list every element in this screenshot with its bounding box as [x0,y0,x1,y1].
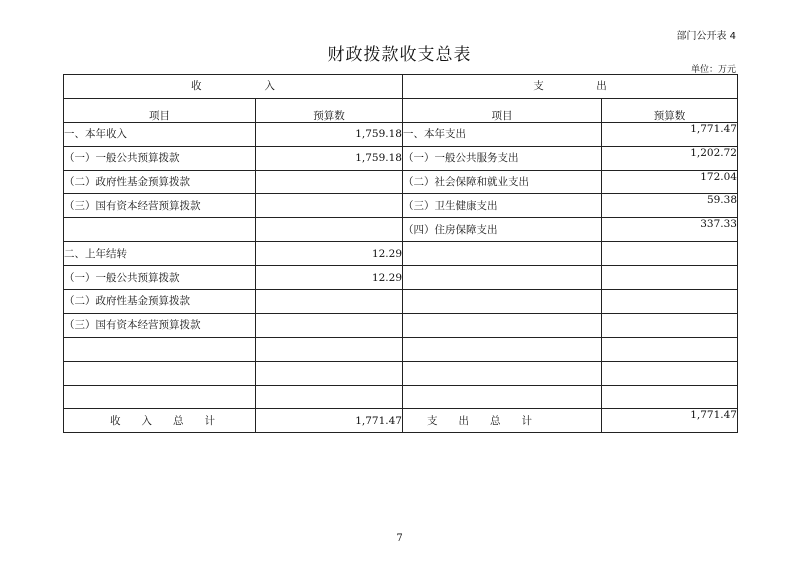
table-number-label: 部门公开表 4 [676,31,736,42]
budget-table [63,74,738,433]
expense-value-cell: 172.04 [602,170,738,194]
income-item-cell: （三）国有资本经营预算拨款 [64,194,256,218]
expense-value-cell: 1,771.47 [602,122,738,146]
group-header-row [64,75,738,99]
income-item-cell [64,385,256,409]
expense-value-cell: 1,202.72 [602,146,738,170]
expense-item-cell: （二）社会保障和就业支出 [403,170,602,194]
income-budget-header: 预算数 [256,98,403,122]
expense-item-header: 项目 [403,98,602,122]
income-item-cell: 一、本年收入 [64,122,256,146]
income-item-cell: 二、上年结转 [64,242,256,266]
table-row [64,218,738,242]
table-row [64,361,738,385]
income-total-value: 1,771.47 [256,409,403,433]
income-value-cell [256,337,403,361]
expense-item-cell [403,242,602,266]
table-row [64,266,738,290]
income-value-cell: 1,759.18 [256,146,403,170]
page-title: 财政拨款收支总表 [327,45,472,65]
expense-item-cell [403,337,602,361]
expense-total-label: 支 出 总 计 [403,409,602,433]
expense-value-cell [602,242,738,266]
table-row [64,290,738,314]
income-value-cell [256,170,403,194]
income-item-cell: （二）政府性基金预算拨款 [64,170,256,194]
totals-row [64,409,738,433]
expense-total-value: 1,771.47 [602,409,738,433]
expense-item-cell: 一、本年支出 [403,122,602,146]
expense-value-cell [602,266,738,290]
expense-item-cell: （三）卫生健康支出 [403,194,602,218]
unit-label: 单位：万元 [690,65,736,75]
income-group-header: 收 入 [64,75,403,99]
expense-value-cell [602,385,738,409]
expense-item-cell [403,385,602,409]
income-value-cell: 1,759.18 [256,122,403,146]
income-total-label: 收 入 总 计 [64,409,256,433]
table-row [64,313,738,337]
income-item-cell [64,337,256,361]
expense-value-cell: 59.38 [602,194,738,218]
income-item-cell [64,218,256,242]
table-row [64,337,738,361]
table-row [64,385,738,409]
expense-item-cell: （四）住房保障支出 [403,218,602,242]
table-row [64,122,738,146]
expense-item-cell [403,361,602,385]
expense-value-cell: 337.33 [602,218,738,242]
expense-budget-header: 预算数 [602,98,738,122]
expense-item-cell [403,266,602,290]
expense-group-header: 支 出 [403,75,738,99]
page-number: 7 [396,533,403,544]
income-item-cell: （三）国有资本经营预算拨款 [64,313,256,337]
income-value-cell [256,290,403,314]
expense-value-cell [602,361,738,385]
income-value-cell [256,361,403,385]
table-row [64,170,738,194]
income-value-cell: 12.29 [256,266,403,290]
table-row [64,242,738,266]
income-value-cell: 12.29 [256,242,403,266]
income-value-cell [256,194,403,218]
expense-item-cell [403,313,602,337]
expense-item-cell: （一）一般公共服务支出 [403,146,602,170]
income-item-cell: （二）政府性基金预算拨款 [64,290,256,314]
expense-value-cell [602,290,738,314]
expense-value-cell [602,313,738,337]
expense-item-cell [403,290,602,314]
table-row [64,194,738,218]
table-row [64,146,738,170]
income-item-header: 项目 [64,98,256,122]
income-value-cell [256,385,403,409]
income-item-cell [64,361,256,385]
column-header-row [64,98,738,122]
income-value-cell [256,218,403,242]
income-value-cell [256,313,403,337]
expense-value-cell [602,337,738,361]
income-item-cell: （一）一般公共预算拨款 [64,266,256,290]
income-item-cell: （一）一般公共预算拨款 [64,146,256,170]
